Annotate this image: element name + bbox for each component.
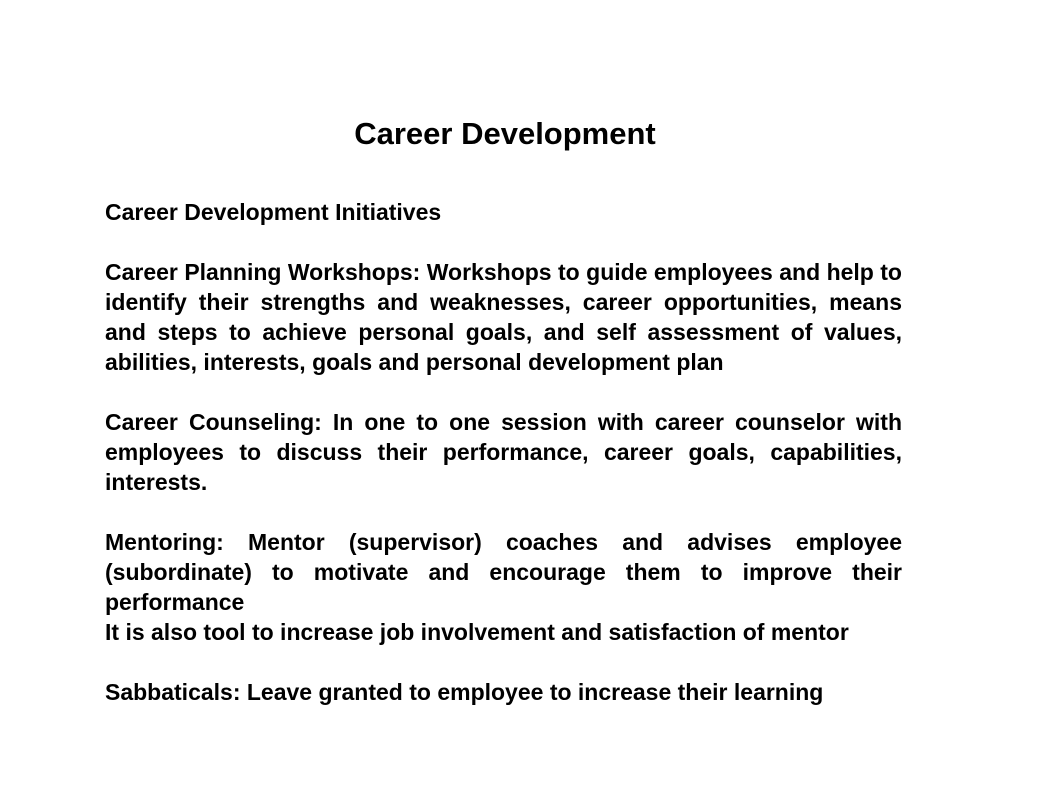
paragraph-mentoring-benefit: It is also tool to increase job involvement and satisfaction of mentor [105, 619, 849, 645]
paragraph-career-counseling: Career Counseling: In one to one session with career counselor with employees to discuss their performance, career goals, capabilities, interests. [105, 409, 902, 495]
paragraph-career-planning-workshops: Career Planning Workshops: Workshops to guide employees and help to identify their strengths and weaknesses, career opportunities, means and steps to achieve personal goals, and self assessment of values, abilities, interests, goals and personal development plan [105, 259, 902, 375]
slide-title: Career Development [354, 116, 656, 151]
paragraph-mentoring: Mentoring: Mentor (supervisor) coaches and advises employee (subordinate) to motivate and encourage them to improve their performance [105, 529, 902, 615]
section-subheading: Career Development Initiatives [105, 199, 442, 225]
slide-body [105, 197, 902, 707]
paragraph-sabbaticals: Sabbaticals: Leave granted to employee to increase their learning [105, 679, 824, 705]
